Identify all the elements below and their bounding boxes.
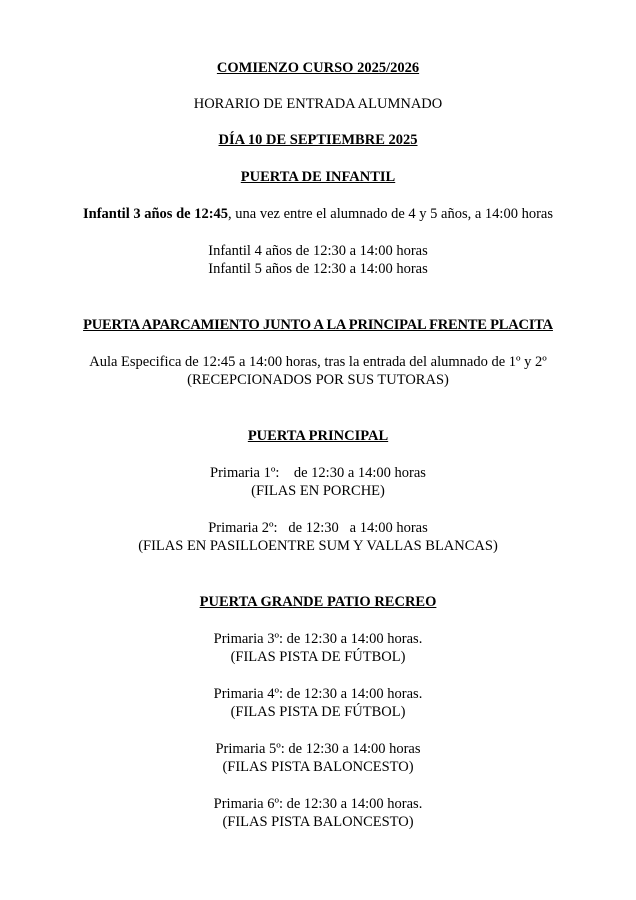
primaria-6-line: Primaria 6º: de 12:30 a 14:00 horas. (213, 796, 423, 812)
document-title: COMIENZO CURSO 2025/2026 (216, 60, 420, 76)
primaria-2-note: (FILAS EN PASILLOENTRE SUM Y VALLAS BLANCAS) (138, 538, 498, 554)
primaria-5-note: (FILAS PISTA BALONCESTO) (222, 759, 414, 775)
principal-heading: PUERTA PRINCIPAL (247, 428, 389, 444)
infantil-5-line: Infantil 5 años de 12:30 a 14:00 horas (208, 261, 428, 277)
primaria-2-line: Primaria 2º: de 12:30 a 14:00 horas (208, 520, 428, 536)
aparcamiento-heading: PUERTA APARCAMIENTO JUNTO A LA PRINCIPAL FRENTE PLACITA (83, 317, 553, 333)
primaria-1-note: (FILAS EN PORCHE) (251, 483, 385, 499)
primaria-3-note: (FILAS PISTA DE FÚTBOL) (230, 649, 406, 665)
patio-heading: PUERTA GRANDE PATIO RECREO (199, 594, 437, 610)
aula-especifica-note: (RECEPCIONADOS POR SUS TUTORAS) (187, 372, 449, 388)
primaria-3-line: Primaria 3º: de 12:30 a 14:00 horas. (213, 631, 423, 647)
document-subtitle: HORARIO DE ENTRADA ALUMNADO (193, 96, 443, 112)
document-date: DÍA 10 DE SEPTIEMBRE 2025 (218, 132, 418, 148)
primaria-1-line: Primaria 1º: de 12:30 a 14:00 horas (210, 465, 426, 481)
primaria-6-note: (FILAS PISTA BALONCESTO) (222, 814, 414, 830)
infantil-4-line: Infantil 4 años de 12:30 a 14:00 horas (208, 243, 428, 259)
aula-especifica-line: Aula Especifica de 12:45 a 14:00 horas, tras la entrada del alumnado de 1º y 2º (89, 354, 547, 370)
primaria-4-line: Primaria 4º: de 12:30 a 14:00 horas. (213, 686, 423, 702)
infantil-3-line (0, 205, 636, 223)
infantil-3-bold: Infantil 3 años de 12:45 (83, 206, 229, 222)
infantil-3-rest: , una vez entre el alumnado de 4 y 5 años, a 14:00 horas (228, 206, 553, 222)
infantil-heading: PUERTA DE INFANTIL (240, 169, 396, 185)
primaria-4-note: (FILAS PISTA DE FÚTBOL) (230, 704, 406, 720)
primaria-5-line: Primaria 5º: de 12:30 a 14:00 horas (215, 741, 421, 757)
